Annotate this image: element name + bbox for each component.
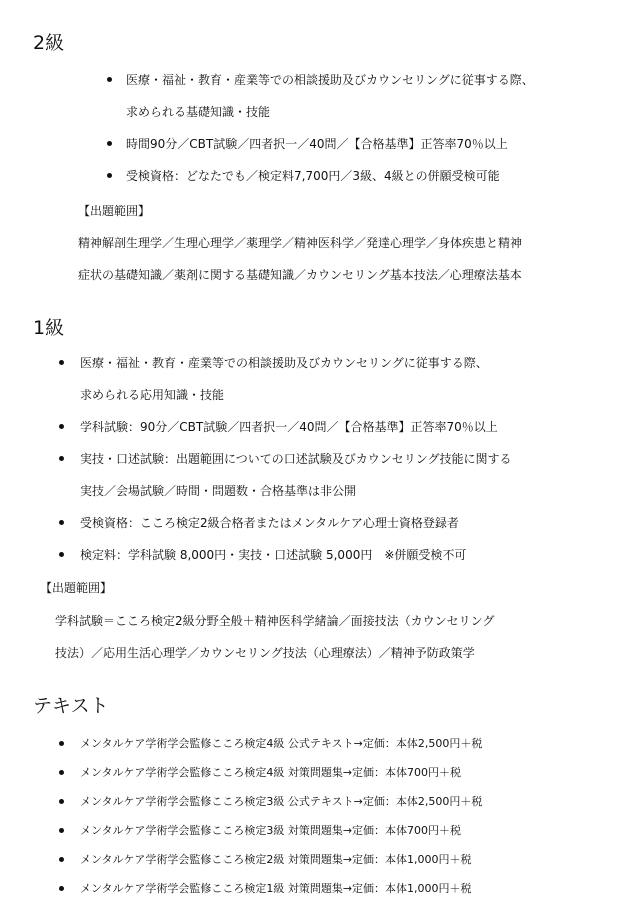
grade1-scope-text: 学科試験＝こころ検定2級分野全般＋精神医科学緒論／面接技法（カウンセリング bbox=[55, 614, 495, 628]
grade2-bullet-text: 求められる基礎知識・技能 bbox=[126, 105, 271, 119]
grade1-bullet-text: 実技・口述試験：出題範囲についての口述試験及びカウンセリング技能に関する bbox=[80, 452, 512, 466]
grade1-bullet-text: 受検資格：こころ検定2級合格者またはメンタルケア心理士資格登録者 bbox=[80, 516, 459, 530]
bullet-icon bbox=[59, 552, 64, 557]
bullet-icon bbox=[59, 770, 64, 775]
grade2-bullet-text: 時間90分／CBT試験／四者択一／40問／【合格基準】正答率70％以上 bbox=[126, 137, 508, 151]
bullet-icon bbox=[59, 886, 64, 891]
grade1-bullet-text: 実技／会場試験／時間・問題数・合格基準は非公開 bbox=[80, 484, 357, 498]
bullet-icon bbox=[59, 741, 64, 746]
text-item: メンタルケア学術学会監修こころ検定1級 対策問題集→定価：本体1,000円＋税 bbox=[80, 882, 472, 895]
bullet-icon bbox=[107, 173, 112, 178]
bullet-icon bbox=[107, 141, 112, 146]
grade1-scope-label: 【出題範囲】 bbox=[40, 581, 113, 595]
bullet-icon bbox=[59, 456, 64, 461]
bullet-icon bbox=[59, 360, 64, 365]
grade2-heading: 2級 bbox=[33, 32, 65, 54]
bullet-icon bbox=[59, 828, 64, 833]
grade1-heading: 1級 bbox=[33, 317, 65, 339]
text-item: メンタルケア学術学会監修こころ検定4級 対策問題集→定価：本体700円＋税 bbox=[80, 766, 462, 779]
grade1-bullet-text: 学科試験：90分／CBT試験／四者択一／40問／【合格基準】正答率70％以上 bbox=[80, 420, 498, 434]
grade2-bullet-text: 受検資格：どなたでも／検定料7,700円／3級、4級との併願受検可能 bbox=[126, 169, 500, 183]
grade1-bullet-text: 検定料：学科試験 8,000円・実技・口述試験 5,000円 ※併願受検不可 bbox=[80, 548, 467, 562]
bullet-icon bbox=[59, 520, 64, 525]
grade1-bullet-text: 求められる応用知識・技能 bbox=[80, 388, 225, 402]
grade1-scope-text: 技法）／応用生活心理学／カウンセリング技法（心理療法）／精神予防政策学 bbox=[55, 646, 475, 660]
text-item: メンタルケア学術学会監修こころ検定3級 対策問題集→定価：本体700円＋税 bbox=[80, 824, 462, 837]
bullet-icon bbox=[59, 799, 64, 804]
grade2-scope-text: 精神解剖生理学／生理心理学／薬理学／精神医科学／発達心理学／身体疾患と精神 bbox=[78, 236, 523, 250]
grade2-bullet-text: 医療・福祉・教育・産業等での相談援助及びカウンセリングに従事する際、 bbox=[126, 73, 534, 87]
texts-heading: テキスト bbox=[33, 695, 109, 717]
text-item: メンタルケア学術学会監修こころ検定3級 公式テキスト→定価：本体2,500円＋税 bbox=[80, 795, 483, 808]
grade1-bullet-text: 医療・福祉・教育・産業等での相談援助及びカウンセリングに従事する際、 bbox=[80, 356, 488, 370]
bullet-icon bbox=[59, 857, 64, 862]
text-item: メンタルケア学術学会監修こころ検定2級 対策問題集→定価：本体1,000円＋税 bbox=[80, 853, 472, 866]
grade2-scope-text: 症状の基礎知識／薬剤に関する基礎知識／カウンセリング基本技法／心理療法基本 bbox=[78, 268, 522, 282]
bullet-icon bbox=[59, 424, 64, 429]
bullet-icon bbox=[107, 77, 112, 82]
grade2-scope-label: 【出題範囲】 bbox=[78, 204, 151, 218]
text-item: メンタルケア学術学会監修こころ検定4級 公式テキスト→定価：本体2,500円＋税 bbox=[80, 737, 483, 750]
